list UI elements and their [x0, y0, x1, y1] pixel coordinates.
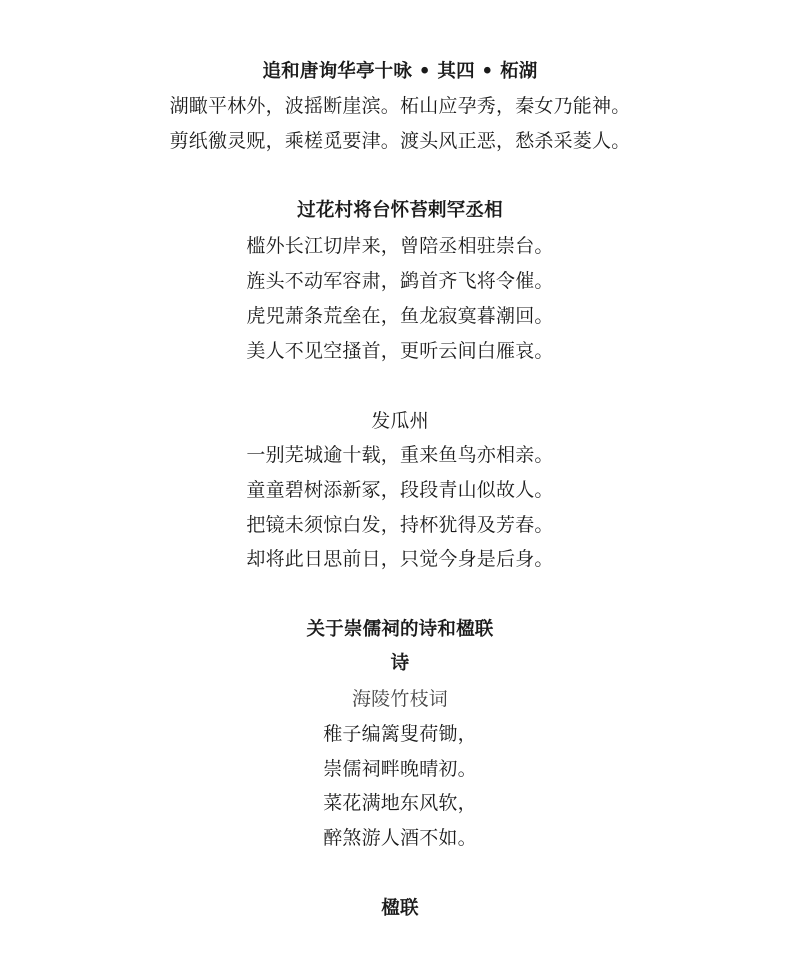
- poem-4-line-2: 崇儒祠畔晚晴初。: [323, 758, 477, 780]
- poem-3-title: 发瓜州: [371, 410, 429, 432]
- poem-2-line-4: 美人不见空搔首，更听云间白雁哀。: [246, 340, 554, 362]
- poem-3-line-2: 童童碧树添新冢，段段青山似故人。: [246, 479, 554, 501]
- poem-heading: 诗: [390, 653, 410, 674]
- poem-2-title: 过花村将台怀苔剌罕丞相: [297, 200, 503, 221]
- poem-4-title: 海陵竹枝词: [351, 688, 448, 710]
- poem-3-line-4: 却将此日思前日，只觉今身是后身。: [246, 548, 554, 570]
- poem-1-line-2: 剪纸徼灵贶，乘槎觅要津。渡头风正恶，愁杀采菱人。: [169, 130, 631, 152]
- poem-2-line-2: 旌头不动军容肃，鹢首齐飞将令催。: [246, 270, 554, 292]
- couplet-heading: 楹联: [381, 898, 419, 919]
- section-title: 关于崇儒祠的诗和楹联: [306, 619, 494, 640]
- poem-4-line-1: 稚子编篱叟荷锄，: [323, 723, 477, 745]
- poem-3-line-3: 把镜未须惊白发，持杯犹得及芳春。: [246, 514, 554, 536]
- poem-1-title: 追和唐询华亭十咏 • 其四 • 柘湖: [262, 61, 538, 82]
- poem-3-line-1: 一别芜城逾十载，重来鱼鸟亦相亲。: [246, 444, 554, 466]
- poem-1-line-1: 湖瞰平林外，波摇断崖滨。柘山应孕秀，秦女乃能神。: [169, 95, 631, 117]
- poem-4-line-3: 菜花满地东风软，: [323, 792, 477, 814]
- poem-4-line-4: 醉煞游人酒不如。: [323, 827, 477, 849]
- poem-2-line-1: 槛外长江切岸来，曾陪丞相驻崇台。: [246, 235, 554, 257]
- poem-2-line-3: 虎兕萧条荒垒在，鱼龙寂寞暮潮回。: [246, 305, 554, 327]
